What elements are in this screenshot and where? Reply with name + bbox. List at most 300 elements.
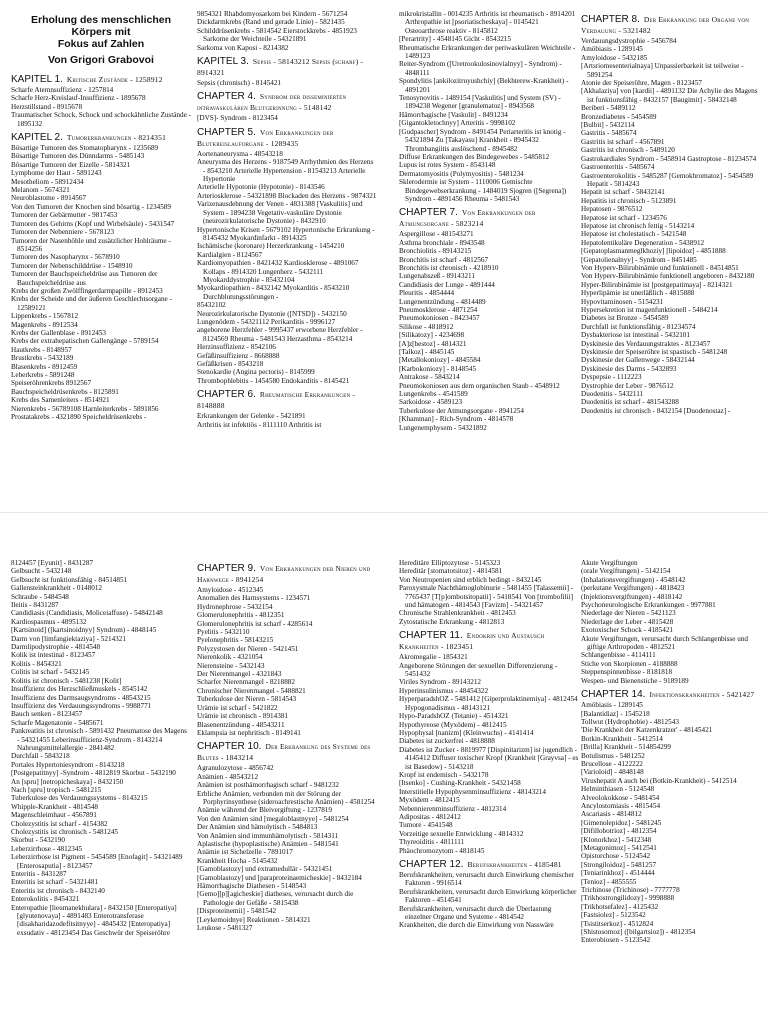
number-entry: [Disproteinemii] - 5481542: [197, 907, 277, 916]
number-entry: Berufskrankheiten, verursacht durch Einwirkung körperlicher Faktoren - 4514541: [399, 887, 577, 905]
number-entry: Cholezystitis ist chronisch - 5481245: [11, 828, 119, 836]
number-entry: Durchfall - 5843218: [11, 752, 70, 761]
number-entry: Herzstillstand - 8915678: [11, 102, 83, 111]
chapter-heading: [197, 91, 377, 113]
number-entry: Stenokardie (Angina pectoris) - 8145999: [197, 368, 315, 377]
chapter-title: Von Erkrankungen der Nieren und Harnwege - 8941254: [197, 564, 371, 584]
number-entry: Whipple-Krankheit - 4814548: [11, 802, 99, 811]
number-entry: Von Hyperv-Bilirubinämie funktionell angeboren - 8432180: [581, 272, 755, 281]
number-entry: Nierenkrebs - 56789108 Harnleiterkrebs - 5891856: [11, 404, 159, 413]
number-entry: Berufskrankheiten, verursacht durch Einwirkung chemischer Faktoren - 9916514: [399, 871, 575, 888]
number-entry: Candidiasis der Lunge - 4891444: [399, 280, 495, 289]
number-entry: An [spru] [netropicheskaya] - 8432150: [11, 777, 124, 786]
number-entry: Aplastische (hypoplastische) Anämien - 5481541: [197, 839, 339, 848]
number-entry: Hypophysal [nanizm] (Kleinwuchs) - 4141414: [399, 728, 534, 737]
number-entry: Hämorrhagische [Vaskulit] - 8491234: [399, 110, 508, 119]
number-entry: Tumoren der Nebenschilddrüse - 1548910: [11, 261, 133, 270]
text-column-4: [581, 559, 761, 1009]
number-entry: Kolitis ist chronisch - 5481238 [Kolit]: [11, 676, 122, 685]
number-entry: Thyreoiditis - 4811111: [399, 838, 465, 847]
book-title-line: Körpers mit: [71, 26, 131, 38]
chapter-heading: [197, 389, 377, 411]
book-author: Von Grigori Grabovoi: [48, 54, 154, 66]
number-entry: Hautkrebs - 8148957: [11, 345, 72, 354]
number-entry: Dyskinesie des Darms - 5432893: [581, 364, 677, 373]
number-entry: Hyperinsulinismus - 48454322: [399, 686, 489, 695]
chapter-title: Der Erkrankung des Systeme des Blutes - 1843214: [197, 742, 371, 763]
number-entry: [Trikhostrongilidozy] - 9998888: [581, 894, 675, 903]
chapter-heading: [197, 741, 377, 763]
chapter-number: CHAPTER 12.: [399, 859, 464, 870]
number-entry: Trichinose (Trichinose) - 7777778: [581, 886, 680, 895]
number-entry: [Karbokoniozy] - 8148545: [399, 364, 477, 373]
number-entry: Glomerulonephritis - 4812351: [197, 611, 285, 620]
number-entry: Neurozirkulatorische Dystonie ([NTSD]) - 5432150: [197, 309, 347, 318]
number-entry: Diabetes ist Bronze - 5454589: [581, 314, 669, 323]
number-entry: Erbliche Anämien, verbunden mit der Störung der Porphyrinsynthese (sideroachrestische Anämien) - 4581254: [197, 789, 375, 806]
number-entry: Leberzirrhose - 4812345: [11, 844, 83, 853]
number-entry: Anämie während der Bleivergiftung - 1237819: [197, 806, 332, 815]
number-entry: Tumoren des Gehirns (Kopf und Wirbelsäule) - 5431547: [11, 219, 175, 228]
number-entry: Beriberi - 5489112: [581, 104, 636, 113]
number-entry: Der Anämien sind hämolytisch - 5484813: [197, 823, 318, 832]
book-title-line: Erholung des menschlichen: [30, 14, 172, 26]
number-entry: Von den Tumoren der Knochen sind bösartig - 1234589: [11, 202, 171, 211]
number-entry: [Klonorkhoz] - 5412348: [581, 835, 652, 844]
number-entry: Tumore - 4541548: [399, 821, 453, 830]
number-entry: Herzinsuffizienz - 8542106: [197, 343, 276, 352]
number-entry: Gastritis ist scharf - 4567891: [581, 137, 665, 146]
chapter-heading: [197, 563, 377, 585]
number-entry: [Balantidiaz] - 1545218: [581, 709, 650, 718]
number-entry: Tuberkulose des Verdauungssystems - 8143215: [11, 794, 148, 803]
number-entry: Pneumokoniosen aus dem organischen Staub - 4548912: [399, 381, 560, 390]
number-entry: [Metagonimoz] - 5412541: [581, 844, 657, 852]
number-entry: Dyspepsie - 1112223: [581, 373, 642, 382]
number-entry: Lungenkrebs - 4541589: [399, 390, 468, 399]
number-entry: [Postgepatitnyy] -Syndrom - 4812819 Skorbut - 5432190: [11, 769, 176, 778]
number-entry: Glomerulonephritis ist scharf - 4285614: [197, 619, 313, 628]
number-entry: Pleuritis - 4854444: [399, 289, 455, 298]
number-entry: Atonie der Speiseröhre, Magen - 8123457: [581, 79, 702, 88]
number-entry: Durchfall ist funktionsfähig - 81234574: [581, 322, 696, 331]
chapter-title: Tumorerkrankungen - 8214351: [66, 133, 167, 143]
number-entry: Sarkoidose - 4589123: [399, 398, 463, 407]
number-entry: angeborene Herzfehler - 9995437 erworbene Herzfehler - 8124569 Rheuma - 5481543 Herzasthma - 8543214: [197, 326, 363, 343]
number-entry: Enteritis ist chronisch - 8432140: [11, 886, 105, 895]
number-entry: Insuffizienz des Darmsaugsyndroms - 48543215: [11, 693, 151, 702]
number-entry: Speiseröhrenkrebs 8912567: [11, 379, 92, 388]
number-entry: Anämien ist posthämorrhagisch scharf - 9481232: [197, 781, 339, 790]
number-entry: Bronchitis ist scharf - 4812567: [399, 255, 489, 264]
number-entry: Lippenkrebs - 1567812: [11, 312, 79, 321]
number-entry: Helminthiasen - 5124548: [581, 785, 655, 794]
number-entry: Aspergillose - 481543271: [399, 230, 474, 239]
number-entry: Sarkoma von Kaposi - 8214382: [197, 43, 289, 52]
chapter-heading: [581, 14, 761, 36]
number-entry: Schlangenbisse - 4114111: [581, 651, 656, 660]
number-entry: Hyper-Bilirubinämie ist [postgepatimaya] - 8214321: [581, 280, 733, 289]
chapter-number: CHAPTER 7.: [399, 207, 458, 219]
number-entry: Insuffizienz des Herzschließmuskels - 8545142: [11, 685, 148, 694]
number-entry: Hyperlipämie ist unerläßlich - 4815888: [581, 289, 695, 298]
number-entry: Candidiasis (Candidiasis, Moliceiaffuse) - 54842148: [11, 609, 163, 618]
number-entry: Brucellose - 4122222: [581, 759, 643, 768]
number-entry: (Injektionsvergiftungen) - 4818142: [581, 592, 683, 601]
number-entry: [Leykemoidnye] Reaktionen - 5814321: [197, 915, 311, 924]
number-entry: Ileitis - 8431287: [11, 601, 59, 610]
number-entry: Anomalien des Harnsystems - 1234571: [197, 594, 311, 603]
number-entry: Amöbiasis - 1289145: [581, 701, 643, 710]
number-entry: Botulismus - 5481252: [581, 751, 645, 760]
number-entry: Rheumatische Erkrankungen der periwaskulären Weichteile - 1489123: [399, 43, 576, 61]
number-entry: Virushepatit A auch bei (Botkin-Krankheit) - 5412514: [581, 776, 737, 785]
number-entry: [Gamoblastozy] und [paraproteinaemicheskie] - 8432184: [197, 873, 362, 882]
number-entry: Bauch senken - 8123457: [11, 710, 83, 719]
number-entry: Ascariasis - 4814812: [581, 810, 642, 819]
number-entry: Gelbsucht - 5432148: [11, 567, 72, 576]
chapter-title: Syndrom der disseminierten intravaskulären Blutgerinnung - 5148142: [197, 92, 347, 113]
chapter-title: Infektionskrankheiten - 5421427: [649, 690, 755, 700]
number-entry: Magenkrebs - 8912534: [11, 320, 78, 329]
number-entry: Gastrokardiales Syndrom - 5458914 Gastroptose - 81234574: [581, 154, 757, 163]
number-entry: Nierensteine - 5432143: [197, 661, 265, 670]
number-entry: Chronischer Nierenmangel - 5488821: [197, 686, 306, 695]
number-entry: [Gimenolepidoz] - 5481245: [581, 818, 662, 827]
number-entry: Gelbsucht ist funktionsfähig - 84514851: [11, 575, 128, 584]
number-entry: [Bulbit] - 5432114: [581, 121, 635, 130]
number-entry: Enterobiosen - 5123542: [581, 936, 651, 945]
number-entry: Verdauungsdystrophie - 5456784: [581, 37, 677, 45]
number-entry: Gastritis ist chronisch - 5489120: [581, 146, 675, 155]
number-entry: Hepatolentikuläre Degeneration - 5438912: [581, 238, 705, 247]
chapter-number: CHAPTER 10.: [197, 741, 262, 753]
number-entry: Melanom - 5674321: [11, 186, 70, 195]
number-entry: Vorzeitige sexuelle Entwicklung - 4814312: [399, 829, 524, 838]
number-entry: Colitis ist scharf - 5432145: [11, 668, 90, 677]
number-entry: Pyelonephritis - 58143215: [197, 636, 274, 645]
number-entry: Cholezystitis ist scharf - 4154382: [11, 819, 108, 828]
number-entry: Arteriosklerose - 54321898 Blockaden des Herzens - 9874321: [197, 191, 377, 200]
number-entry: Enteritis ist scharf - 54321481: [11, 878, 99, 887]
number-entry: 85432102: [197, 301, 226, 310]
number-entry: Lungenabszeß - 89143211: [399, 272, 475, 281]
chapter-number: CHAPTER 9.: [197, 563, 256, 574]
number-entry: Darmlipodystrophie - 4814548: [11, 643, 101, 652]
number-entry: Leukose - 5481327: [197, 924, 253, 933]
number-entry: Agranulozytose - 4856742: [197, 764, 274, 773]
number-entry: Niederlage der Leber - 4815428: [581, 617, 674, 626]
number-entry: Aortenaneurysma - 48543218: [197, 149, 283, 158]
number-entry: Bronzediabetes - 5454589: [581, 112, 657, 121]
number-entry: Akute Vergiftungen: [581, 559, 638, 567]
number-entry: Anämien - 48543212: [197, 772, 259, 781]
chapter-heading: [197, 127, 377, 149]
number-entry: [Gudpascher] Syndrom - 8491454 Periarteritis ist knotig - 54321894 Zu [Takayasu] Krankheit - 8945432 Thrombangiitis auslöschend - 8945482: [399, 127, 566, 153]
number-entry: Wespen- und Bienenstiche - 9189189: [581, 676, 689, 685]
chapter-heading: [11, 74, 191, 85]
chapter-heading: [399, 859, 579, 870]
chapter-title: Von Erkrankungen der Blutkreislauforgane - 1289435: [197, 127, 334, 148]
number-entry: Paroxysmale Nachthämoglobinurie - 5481455 [Talassemii] - 7765437 [T[p]ombotsitopatii] - 5418541 Von [trombofilii] und hämatogen - 4814543 [Favizm] - 54321457: [399, 584, 574, 610]
number-entry: Dyskinesie der Speiseröhre ist spastisch - 5481248: [581, 348, 728, 357]
number-entry: Interstitielle Hypophysenminsuffizienz - 48143214: [399, 787, 546, 796]
number-entry: Gastritis - 5485674: [581, 129, 637, 138]
number-entry: [Varioloid] - 4848148: [581, 768, 644, 777]
number-entry: Von den Anämien sind [megaloblastnyye] - 5481254: [197, 814, 349, 823]
chapter-number: CHAPTER 4.: [197, 91, 256, 103]
number-entry: 'Die Krankheit der Katzenkratzer' - 48145421: [581, 726, 713, 735]
number-entry: Anämie ist Sichelzelle - 7891017: [197, 848, 293, 857]
number-entry: Amyloidose - 5432185: [581, 53, 648, 62]
number-entry: Thrombophlebitis - 1454580 Endokarditis - 8145421: [197, 376, 350, 385]
number-entry: Krebs der großen Zwölffingerdarmpapille - 8912453: [11, 286, 163, 295]
number-entry: [Talkoz] - 4845145: [399, 348, 455, 357]
number-entry: Pankreatitis ist chronisch - 5891432 Pneumatose des Magens - 54321455 Leberinsuffizienz-Syndrom - 8143214 Nahrungsmittelallergie - 2841482: [11, 727, 187, 752]
number-entry: Krankheiten, die durch die Einwirkung von Nasswäre: [399, 921, 554, 930]
number-entry: Angeborene Störungen der sexuellen Differenzierung - 5451432: [399, 661, 558, 679]
chapter-title: Rheumatische Erkrankungen - 8148888: [197, 390, 356, 411]
number-entry: Gefäßinsuffizienz - 8668888: [197, 351, 280, 360]
number-entry: Ischämische (koronare) Herzerkrankung - 1454210: [197, 242, 345, 251]
number-entry: [Tenioz] - 4855555: [581, 877, 637, 886]
number-entry: Myokardiopathien - 8432142 Myokarditis - 8543210 Durchblutungsstörungen -: [197, 284, 350, 301]
number-entry: mikrokristallin - 0014235 Arthritis ist rheumatisch - 8914201 Arthropathie ist [psoriatischeskaya] - 0145421 Osteoarthrose reaktiv - 8145812: [399, 10, 576, 35]
number-entry: Arthritis ist infektiös - 8111110 Arthritis ist: [197, 420, 322, 429]
chapter-number: CHAPTER 6.: [197, 389, 256, 401]
book-title-line: Fokus auf Zahlen: [57, 38, 145, 50]
number-entry: Phäochromozytom - 4818145: [399, 846, 485, 855]
chapter-number: CHAPTER 5.: [197, 126, 256, 138]
number-entry: Traumatischer Schock, Schock und schockähnliche Zustände - 1895132: [11, 111, 191, 128]
number-entry: Hepatose ist cholestatisch - 5421548: [581, 230, 687, 239]
number-entry: Hereditär [stomatotsitoz] - 4814581: [399, 567, 503, 576]
number-entry: Spondylitis [ankilozitruyushchiy] (Bekhterew-Krankheit) - 4891201: [399, 77, 569, 94]
number-entry: Asthma bronchiale - 8943548: [399, 238, 485, 247]
number-entry: Nach [spru] tropisch - 5481215: [11, 785, 102, 794]
number-entry: [Kartsinoid] ([kartsinoidnyy] Syndrom) - 4848145: [11, 626, 157, 635]
number-entry: Lymphome der Haut - 5891243: [11, 169, 102, 178]
number-entry: Hypertonische Krisen - 5679102 Hypertonische Erkrankung - 8145432 Myokardinfarkt - 8914325: [197, 225, 375, 242]
chapter-title: Der Erkrankung der Organe von Verdauung - 5321482: [581, 15, 750, 35]
number-entry: Diabetes ist zuckerfrei - 4818888: [399, 737, 495, 746]
number-entry: Nierenkolik - 4321054: [197, 653, 263, 662]
number-entry: Opistorchose - 5124542: [581, 852, 651, 861]
number-entry: Gallensteinkrankheit - 0148012: [11, 584, 103, 593]
number-entry: Blasenentzündung - 48543211: [197, 720, 285, 729]
number-entry: Myxödem - 4812415: [399, 796, 460, 805]
number-entry: Tumoren der Gebärmutter - 9817453: [11, 211, 118, 220]
number-entry: [Brilla] Krankheit - 514854299: [581, 743, 672, 752]
number-entry: Varizenausdehnung der Venen - 4831388 [Vaskulitis] und System - 1894238 Vegetativ-vaskuläre Dystonie (neurozirkulatorische Dystonie) - 8432910: [197, 200, 363, 226]
number-entry: Botkin-Krankheit - 5412514: [581, 734, 663, 743]
chapter-title: Berufskrankheiten - 4185481: [467, 860, 562, 869]
number-entry: 9854321 Rhabdomyosarkom bei Kindern - 5671254: [197, 10, 348, 18]
number-entry: Hereditäre Elliptozytose - 5145323: [399, 559, 501, 567]
number-entry: Dysbakteriose ist intestinal - 5432101: [581, 331, 690, 340]
chapter-number: CHAPTER 14.: [581, 689, 646, 701]
number-entry: [Strongiloidoz] - 5481257: [581, 860, 657, 869]
number-entry: [Silikatozy] - 4234698: [399, 331, 465, 340]
number-entry: Psychoneurologische Erkrankungen - 9977881: [581, 601, 716, 610]
chapter-title: Kritische Zustände - 1258912: [66, 75, 163, 84]
number-entry: Duodenitis ist scharf - 481543288: [581, 398, 679, 407]
number-entry: Sepsis (chronisch) - 8145421: [197, 79, 282, 88]
chapter-title: Endokrin und Austausch Krankheiten - 1823451: [399, 631, 545, 652]
number-entry: [Akhalaziya] von [kardii] - 4891132 Die Achylie des Magens ist funktionsfähig - 8432157 [Baugimit] - 58432148: [581, 87, 758, 104]
number-entry: Polyzystosen der Nieren - 5421451: [197, 644, 299, 653]
number-entry: [DVS]- Syndrom - 8123454: [197, 114, 278, 123]
chapter-title: Von Erkrankungen der Atmungsorgane - 5823214: [399, 208, 536, 229]
number-entry: Darm von [limfangiektaziya] - 5214321: [11, 634, 126, 643]
number-entry: [Artsriomesenterialnaya] Unpassierbarkeit ist teilweise - 5891254: [581, 62, 744, 79]
number-entry: [Difillobotrioz] - 4812354: [581, 827, 657, 836]
number-entry: [Fastsiolez] - 5123542: [581, 911, 646, 920]
number-entry: Zytostatische Erkrankung - 4812813: [399, 617, 505, 626]
number-entry: Viriles Syndrom - 89143212: [399, 678, 482, 687]
number-entry: Von Neutropenien sind erblich bedingt - 8432145: [399, 575, 542, 584]
number-entry: Enteritis - 8431287: [11, 870, 67, 879]
number-entry: Bauchspeicheldrüsenkrebs - 8125891: [11, 387, 119, 396]
number-entry: Dermatomyositis (Polymyositis) - 5481234: [399, 169, 524, 178]
number-entry: Hypovitaminosen - 5154231: [581, 297, 664, 306]
number-entry: [Gamoblastozy] und extramedullär - 54321451: [197, 865, 333, 874]
number-entry: Tuberkulose der Atmungsorgane - 8941254: [399, 406, 524, 415]
number-entry: [Perartrity] - 4548145 Gicht - 8543215: [399, 35, 511, 44]
number-entry: Pneumosklerose - 4871254: [399, 306, 478, 314]
number-entry: Reiter-Syndrom ([Uretrookulosinovialnyy] - Syndrom) - 4848111: [399, 60, 562, 77]
number-entry: Kardialgien - 8124567: [197, 250, 263, 259]
number-entry: Tuberkulose der Nieren - 5814543: [197, 695, 297, 704]
number-entry: Stiche von Skorpionen - 4188888: [581, 659, 678, 668]
number-entry: Bronchitis ist chronisch - 4218910: [399, 263, 499, 272]
number-entry: Urämie ist scharf - 5421822: [197, 703, 278, 712]
chapter-number: CHAPTER 11.: [399, 630, 463, 642]
number-entry: Tollwut (Hydrophobie) - 4812543: [581, 717, 679, 726]
number-entry: Von Anämien sind immunhämolytisch - 5814311: [197, 831, 339, 840]
number-entry: Hämorrhagische Diathesen - 5148543: [197, 882, 307, 890]
number-entry: Lungenentzündung - 4814489: [399, 297, 486, 306]
book-title: [11, 14, 191, 66]
chapter-title: Sepsis - 58143212 Sepsis (scharf) - 8914321: [197, 57, 364, 78]
number-entry: Hepatit ist scharf - 58432141: [581, 188, 665, 197]
number-entry: Nebennierenminsuffizienz - 4812314: [399, 804, 507, 813]
number-entry: Scharfe Atemnsuffizienz - 1257814: [11, 86, 114, 94]
number-entry: Diffuse Erkrankungen des Bindegewebes - 5485812: [399, 152, 550, 161]
number-entry: Gastroenterokolitis - 5485287 [Gemokhromatoz] - 5454589 Hepatit - 5814243: [581, 171, 754, 188]
number-entry: Gefäßkrisen - 8543218: [197, 360, 264, 368]
number-entry: Enterokolitis - 8454321: [11, 895, 80, 904]
number-entry: Tumoren der Nebenniere - 5678123: [11, 228, 115, 237]
number-entry: Hydronephrose - 5432154: [197, 602, 273, 611]
number-entry: [Khamman] - Rich-Syndrom - 4814578: [399, 415, 514, 424]
text-column-3: [399, 559, 579, 1009]
number-entry: Bösartige Tumoren der Eizelle - 5814321: [11, 160, 131, 169]
number-entry: [Gepatolienalnyy] - Syndrom - 8451485: [581, 255, 697, 264]
chapter-number: CHAPTER 8.: [581, 14, 640, 25]
number-entry: Steppenspinnenbisse - 8181818: [581, 668, 673, 677]
number-entry: Niederlage der Nieren - 5421123: [581, 609, 676, 618]
number-entry: Bronchiolitis - 89143215: [399, 247, 472, 256]
number-entry: Portales Hypertoniesyndrom - 8143218: [11, 760, 125, 769]
number-entry: Skorbut - 5432190: [11, 836, 65, 845]
number-entry: Bösartige Tumoren des Dünndarms - 5485143: [11, 152, 145, 161]
text-column-2: [197, 10, 377, 496]
number-entry: [Shistosomoz] ([bilgartsioz]) - 4812354: [581, 928, 696, 937]
chapter-number: KAPITEL 2.: [11, 132, 63, 144]
number-entry: [Gepatoplasmanmeglkhoziy] [lipoidoz] - 4851888: [581, 247, 726, 256]
number-entry: [Teniarinkhoz] - 4514444: [581, 869, 655, 878]
number-entry: Kolitis - 8454321: [11, 659, 62, 668]
number-entry: Kolik ist intestinal - 8123457: [11, 651, 96, 660]
number-entry: Dystrophie der Leber - 9876512: [581, 381, 674, 390]
number-entry: Hepatitis ist chronisch - 5123891: [581, 196, 677, 205]
number-entry: Leberkrebs - 5891248: [11, 371, 75, 379]
number-entry: Kardiospasmus - 4895132: [11, 617, 87, 626]
number-entry: Krebs des Samenleiters - 8514921: [11, 396, 110, 405]
chapter-heading: [197, 56, 377, 78]
number-entry: Dyskinesie der Gallenwege - 58432144: [581, 356, 695, 365]
number-entry: Schilddrüsenkrebs - 5814542 Eierstockkrebs - 4851923 Sarkome der Weichteile - 54321891: [197, 26, 357, 44]
number-entry: [Gigantokletochnyy] Arteritis - 9998102: [399, 119, 516, 128]
number-entry: Erkrankungen der Gelenke - 5421891: [197, 412, 306, 421]
number-entry: Exotoxischer Schock - 4185421: [581, 626, 674, 635]
chapter-heading: [399, 630, 579, 652]
number-entry: Schraube - 5484548: [11, 592, 69, 601]
number-entry: Blasenkrebs - 8912459: [11, 362, 78, 371]
number-entry: Antrakose - 5843214: [399, 373, 460, 382]
number-entry: Alveolokokkose - 5481454: [581, 793, 660, 802]
chapter-number: KAPITEL 3.: [197, 56, 249, 68]
number-entry: Kropf ist endemisch - 5432178: [399, 770, 489, 779]
number-entry: Amöbiasis - 1289145: [581, 45, 643, 54]
number-entry: Scharfe Herz-Kreislauf-Insuffizienz - 1895678: [11, 94, 146, 103]
book-page-bottom: [0, 512, 768, 1013]
text-column-2: [197, 559, 377, 1009]
number-entry: Insuffizienz des Verdauungssyndroms - 9988771: [11, 701, 152, 710]
chapter-heading: [11, 132, 191, 143]
number-entry: Tumoren der Bauchspeicheldrüse aus Tumoren der Bauchspeicheldrüse aus: [11, 270, 158, 287]
chapter-heading: [399, 207, 579, 229]
number-entry: Enteropathie [lieumanekhulara] - 8432150 [Enteropatiya] [glyutenovaya] - 4891483 Enterotransferase [disakharidazodefitsitnyye] - 4845432 [Enteropatiya] exsudativ - 48123454 Das Geschwür der Speiseröhre: [11, 903, 177, 937]
number-entry: (perkutane Vergiftungen) - 4818423: [581, 584, 685, 593]
number-entry: Ancylostomiasis - 4815454: [581, 801, 661, 810]
number-entry: Dickdarmkrebs (Rand und gerade Linie) - 5821435: [197, 18, 345, 27]
book-page-top: [0, 0, 768, 500]
number-entry: Krebs der Gallenblase - 8912453: [11, 328, 107, 337]
number-entry: Duodenitis ist chronisch - 8432154 [Duodenostaz] -: [581, 406, 731, 415]
number-entry: Krankheit Hocha - 5145432: [197, 856, 278, 865]
number-entry: Akute Vergiftungen, verursacht durch Schlangenbisse und giftige Arthropoden - 4812521: [581, 634, 749, 652]
chapter-heading: [581, 689, 761, 700]
number-entry: (Inhalationsvergiftungen) - 4548142: [581, 575, 686, 584]
number-entry: Neuroblastome - 8914567: [11, 194, 87, 203]
number-entry: Scharfe Magenatonie - 5485671: [11, 718, 104, 727]
number-entry: Bösartige Tumoren des Stomatopharynx - 1235689: [11, 144, 159, 153]
number-entry: Diabetes ist Zucker - 8819977 [Dispinitarizm] ist jugendlich - 4145412 Diffuser toxischer Kropf (Krankheit [Grayvsa] - es ist Basedow) - 5143218: [399, 745, 579, 771]
number-entry: (orale Vergiftungen) - 5142154: [581, 567, 671, 576]
number-entry: Hepatosen - 9876512: [581, 205, 643, 214]
number-entry: Duodenitis - 5432111: [581, 390, 644, 399]
number-entry: Hypothyreose (Myxödem) - 4812415: [399, 720, 507, 729]
chapter-number: KAPITEL 1.: [11, 74, 63, 85]
number-entry: Tenosynovitis - 1489154 [Vaskulitis] und System (SV) - 1894238 Wegener [granulematoz] - 8943568: [399, 94, 561, 111]
text-column-3: [399, 10, 579, 496]
number-entry: Gastroenteritis - 5485674: [581, 163, 655, 172]
number-entry: 8124457 [Eyunit] - 8431287: [11, 559, 94, 567]
number-entry: Magenschleimhaut - 4567891: [11, 811, 97, 820]
number-entry: Brustkrebs - 5432189: [11, 354, 74, 363]
